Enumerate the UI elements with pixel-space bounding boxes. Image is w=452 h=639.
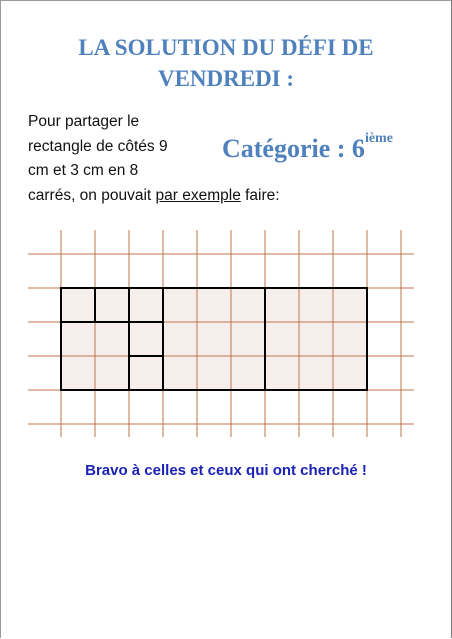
title-line-2: VENDREDI :	[157, 66, 295, 91]
category-text: Catégorie : 6	[222, 134, 365, 163]
category-superscript: ième	[364, 131, 393, 146]
intro-line-3: cm et 3 cm en 8	[28, 162, 139, 179]
intro-line-4-prefix: carrés, on pouvait	[28, 186, 156, 204]
intro-line-1: Pour partager le	[28, 113, 140, 130]
intro-underlined-phrase: par exemple	[155, 186, 241, 204]
rectangle-fill	[61, 288, 367, 390]
title-line-1: LA SOLUTION DU DÉFI DE	[78, 35, 374, 60]
bravo-message: Bravo à celles et ceux qui ont cherché !	[85, 462, 367, 479]
intro-line-4-suffix: faire:	[240, 186, 280, 204]
intro-line-2: rectangle de côtés 9	[28, 137, 168, 155]
